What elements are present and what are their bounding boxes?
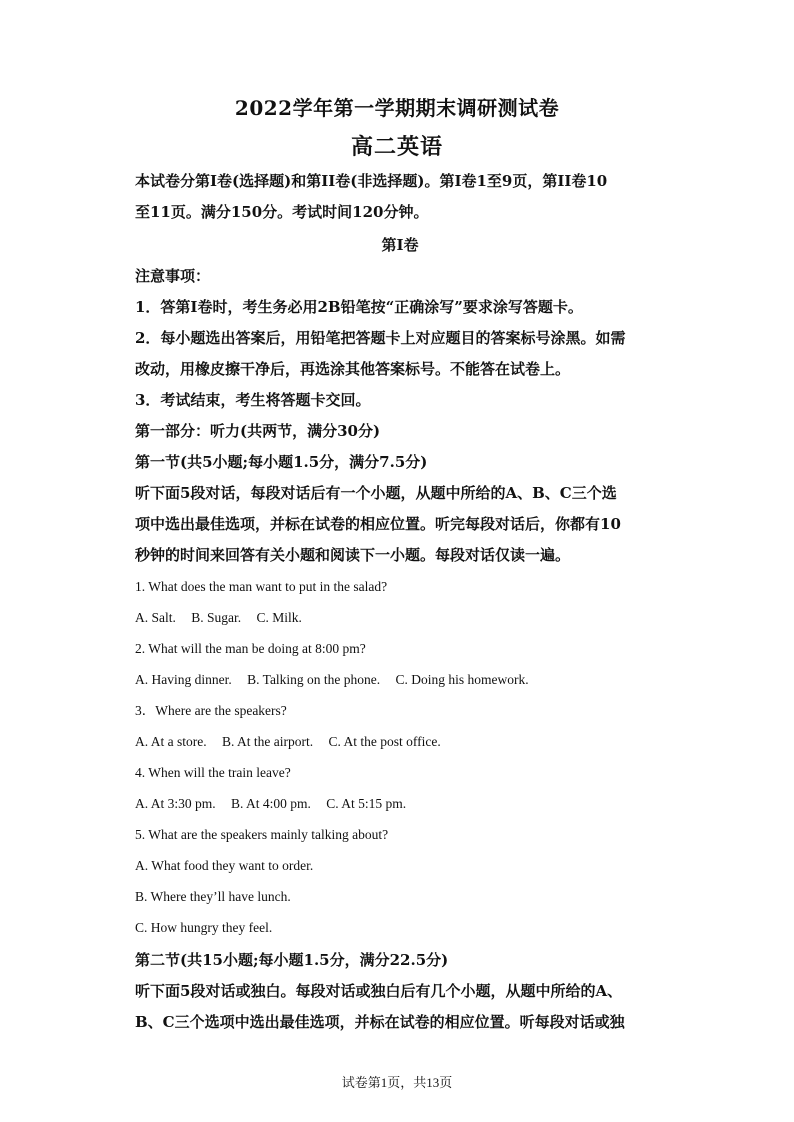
page-footer: 试卷第1页，共13页 <box>341 1075 453 1090</box>
question-list <box>135 571 665 943</box>
section-2-heading: 第二节(共15小题;每小题1.5分，满分22.5分) <box>135 951 449 969</box>
question-3-stem: 3．Where are the speakers? <box>135 703 287 718</box>
question-4-options <box>135 788 665 819</box>
question-5-stem: 5. What are the speakers mainly talking about? <box>135 827 389 842</box>
exam-subject: 高二英语 <box>350 134 443 160</box>
listening-instructions-line-1: 听下面5段对话，每段对话后有一个小题，从题中所给的A、B、C三个选 <box>135 484 617 502</box>
question-3-option-c: C. At the post office. <box>328 734 441 749</box>
notice-section <box>135 261 665 416</box>
listening-heading: 第一部分：听力(共两节，满分30分) <box>135 422 381 440</box>
question-5-option-a: A. What food they want to order. <box>135 858 314 873</box>
listening-section-2 <box>135 945 665 1038</box>
exam-title: 2022学年第一学期期末调研测试卷 <box>234 96 560 120</box>
notice-item-2-line-2: 改动，用橡皮擦干净后，再选涂其他答案标号。不能答在试卷上。 <box>135 360 571 378</box>
intro-line-1: 本试卷分第I卷(选择题)和第II卷(非选择题)。第I卷1至9页，第II卷10 <box>135 172 608 190</box>
listening-section <box>135 416 665 571</box>
notice-item-3: 3．考试结束，考生将答题卡交回。 <box>135 391 371 409</box>
question-1-option-c: C. Milk. <box>256 610 302 625</box>
notice-item-1: 1．答第I卷时，考生务必用2B铅笔按“正确涂写”要求涂写答题卡。 <box>135 298 583 316</box>
listening-instructions-line-3: 秒钟的时间来回答有关小题和阅读下一小题。每段对话仅读一遍。 <box>135 546 571 564</box>
notice-item-2-line-1: 2．每小题选出答案后，用铅笔把答题卡上对应题目的答案标号涂黑。如需 <box>135 329 626 347</box>
intro-line-2: 至11页。满分150分。考试时间120分钟。 <box>135 203 429 221</box>
question-4-option-b: B. At 4:00 pm. <box>231 796 311 811</box>
question-2-option-a: A. Having dinner. <box>135 672 232 687</box>
question-3-options <box>135 726 665 757</box>
question-2-stem: 2. What will the man be doing at 8:00 pm? <box>135 641 366 656</box>
listening-instructions-line-2: 项中选出最佳选项，并标在试卷的相应位置。听完每段对话后，你都有10 <box>135 515 621 533</box>
section-2-instructions-line-1: 听下面5段对话或独白。每段对话或独白后有几个小题，从题中所给的A、 <box>135 982 623 1000</box>
question-4-option-a: A. At 3:30 pm. <box>135 796 216 811</box>
part-one-label: 第I卷 <box>381 236 419 254</box>
question-4-stem: 4. When will the train leave? <box>135 765 291 780</box>
question-2-option-b: B. Talking on the phone. <box>247 672 381 687</box>
question-1-option-b: B. Sugar. <box>191 610 242 625</box>
question-5-option-b: B. Where they’ll have lunch. <box>135 889 291 904</box>
listening-subsection-1: 第一节(共5小题;每小题1.5分，满分7.5分) <box>135 453 428 471</box>
question-2-options <box>135 664 665 695</box>
exam-intro <box>135 166 665 228</box>
question-4-option-c: C. At 5:15 pm. <box>326 796 407 811</box>
question-1-stem: 1. What does the man want to put in the salad? <box>135 579 388 594</box>
question-5-option-c: C. How hungry they feel. <box>135 920 273 935</box>
question-3-option-a: A. At a store. <box>135 734 207 749</box>
notice-heading: 注意事项： <box>135 267 211 285</box>
question-2-option-c: C. Doing his homework. <box>395 672 529 687</box>
question-1-options <box>135 602 665 633</box>
question-3-option-b: B. At the airport. <box>222 734 314 749</box>
question-1-option-a: A. Salt. <box>135 610 176 625</box>
section-2-instructions-line-2: B、C三个选项中选出最佳选项，并标在试卷的相应位置。听每段对话或独 <box>135 1013 625 1031</box>
